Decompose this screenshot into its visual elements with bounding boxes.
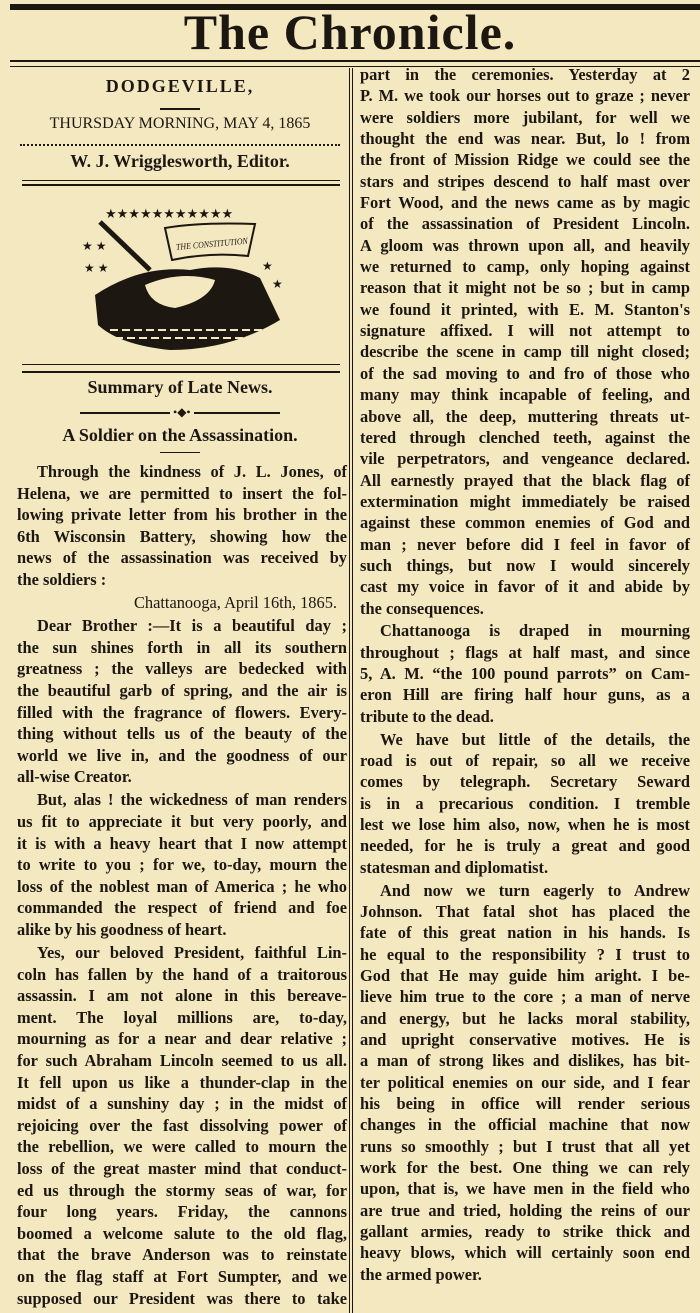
text-line: midst of a sunshiny day ; in the midst of (17, 1094, 347, 1114)
constitution-handshake-illustration (80, 200, 290, 355)
text-line: It fell upon us like a thunder-clap in the (17, 1072, 347, 1092)
text-line: Yes, our beloved President, faithful Lin- (37, 943, 347, 963)
text-line: the rebellion, we were called to mourn the (17, 1137, 347, 1157)
text-line: rejoicing over the fast dissolving power of (17, 1115, 347, 1135)
masthead-rule (10, 60, 700, 62)
text-line: it is with a heavy heart that I now attempt (17, 833, 347, 853)
text-line: ed us through the stormy seas of war, for (17, 1180, 347, 1200)
text-line: vile perpetrators, and vengeance declared. (360, 449, 690, 469)
text-line: upon, that is, we have men in the field who (360, 1179, 690, 1199)
text-line: alike by his goodness of heart. (17, 919, 227, 939)
text-line: reason that it might not be so ; but in camp (360, 278, 690, 298)
text-line: runs so smoothly ; but I trust that all yet (360, 1136, 690, 1156)
text-line: were soldiers more jubilant, for well we (360, 107, 690, 127)
text-line: 6th Wisconsin Battery, showing how the (17, 526, 347, 546)
text-line: the front of Mission Ridge we could see the (360, 150, 690, 170)
text-line: he equal to the responsibility ? I trust to (360, 944, 690, 964)
text-line: eron Hill are firing half hour guns, as a (360, 685, 690, 705)
text-line: are true and tried, holding the reins of our (360, 1200, 690, 1220)
text-line: and upright conservative motives. He is (360, 1029, 690, 1049)
text-line: tered through clenched teeth, against the (360, 427, 690, 447)
text-line: signature affixed. I will not attempt to (360, 321, 690, 341)
banner-text: THE CONSTITUTION (175, 234, 259, 252)
text-line: many may think incapable of feeling, and (360, 385, 690, 405)
text-line: Through the kindness of J. L. Jones, of (37, 462, 347, 481)
text-line: above all, the deep, muttering threats ut- (360, 406, 690, 426)
text-line: stars and stripes descend to half mast over (360, 171, 690, 191)
text-line: all-wise Creator. (17, 767, 132, 787)
text-line: P. M. we took our horses out to graze ; never (360, 86, 690, 106)
text-line: a man of strong likes and dislikes, has bit- (360, 1051, 690, 1071)
text-line: 5, A. M. “the 100 pound parrots” on Cam- (360, 664, 690, 684)
text-line: Dear Brother :—It is a beautiful day ; (37, 616, 347, 636)
text-line: man ; never before did I feel in favor of (360, 534, 690, 554)
paragraph (17, 615, 347, 788)
svg-text:★★★★★★★★★★★: ★★★★★★★★★★★ (105, 206, 234, 221)
text-line: greatness ; the valleys are bedecked with (17, 659, 347, 679)
svg-text:★ ★: ★ ★ (84, 261, 109, 275)
dateline: Chattanooga, April 16th, 1865. (133, 593, 337, 613)
paragraph (17, 942, 347, 1309)
text-line: supposed our President was there to take (17, 1288, 347, 1308)
text-line: God that He may guide him aright. I be- (360, 965, 690, 985)
text-line: that the brave Anderson was to reinstate (17, 1245, 347, 1265)
column-divider (349, 68, 350, 1313)
paragraph (17, 592, 347, 614)
text-line: we found it printed, with E. M. Stanton's (360, 299, 690, 319)
text-line: A gloom was thrown upon all, and heavily (360, 235, 690, 255)
text-line: statesman and diplomatist. (360, 857, 549, 877)
text-line: loss of the great master mind that conduct- (17, 1159, 347, 1178)
right-column-text (360, 64, 690, 1287)
text-line: his being in office will render serious (360, 1094, 690, 1113)
text-line: ter political enemies on our side, and I fear (360, 1072, 690, 1092)
text-line: such things, but now I would sincerely (360, 555, 690, 575)
text-line: loss of the noblest man of America ; he who (17, 876, 347, 896)
text-line: All earnestly prayed that the black flag of (360, 470, 690, 490)
header-double-rule-2 (22, 184, 340, 186)
section-heading: Summary of Late News. (87, 377, 273, 397)
column-divider-inner (352, 68, 353, 1313)
text-line: changes in the official machine that now (360, 1115, 690, 1135)
text-line: Helena, we are permitted to insert the fol- (17, 483, 347, 503)
headline-rule (160, 452, 200, 453)
text-line: assassin. I am not alone in this bereave- (17, 986, 347, 1006)
text-line: for such Abraham Lincoln seemed to us all. (17, 1051, 347, 1071)
paragraph (360, 620, 690, 727)
text-line: and energy, but he lacks moral stability, (360, 1008, 690, 1028)
text-line: the consequences. (360, 598, 484, 618)
paragraph (17, 461, 347, 591)
text-line: needed, for he is truly a great and good (360, 836, 690, 856)
paragraph (360, 880, 690, 1286)
text-line: on the flag staff at Fort Sumpter, and we (17, 1266, 347, 1286)
text-line: But, alas ! the wickedness of man renders (37, 790, 347, 810)
paragraph (17, 789, 347, 940)
article-headline: A Soldier on the Assassination. (62, 425, 298, 445)
text-line: commanded the respect of friend and foe (17, 898, 347, 918)
text-line: ment. The loyal millions are, to-day, (17, 1007, 347, 1027)
text-line: is in a precarious condition. I tremble (360, 793, 690, 813)
text-line: cast my voice in favor of it and abide by (360, 577, 690, 597)
section-double-rule-2 (22, 371, 340, 373)
text-line: us fit to appreciate it but very poorly, and (17, 812, 347, 831)
ornament-icon: •◆• (170, 404, 194, 420)
text-line: the sun shines forth in all its southern (17, 637, 347, 657)
text-line: tribute to the dead. (360, 706, 494, 726)
section-double-rule (22, 364, 340, 365)
text-line: extermination might immediately be raised (360, 491, 690, 511)
text-line: four long years. Friday, the cannons (17, 1202, 347, 1222)
text-line: thing without tells us of the beauty of the (17, 724, 347, 744)
text-line: throughout ; flags at half mast, and since (360, 642, 690, 662)
text-line: world we live in, and the goodness of our (17, 745, 347, 765)
header-double-rule (22, 180, 340, 181)
text-line: mourning as for a near and dear relative ; (17, 1029, 347, 1049)
text-line: against these common enemies of God and (360, 513, 690, 533)
text-line: filled with the fragrance of flowers. Every- (17, 702, 347, 722)
text-line: lieve him true to the core ; a man of nerve (360, 987, 690, 1007)
short-rule (160, 108, 200, 110)
text-line: gallant armies, ready to strike thick and (360, 1222, 690, 1242)
text-line: heavy blows, which will certainly soon end (360, 1243, 690, 1263)
text-line: fate of this great nation in his hands. Is (360, 923, 690, 943)
text-line: the beautiful garb of spring, and the air is (17, 680, 347, 700)
left-column-text (17, 461, 347, 1311)
text-line: boomed a welcome salute to the old flag, (17, 1223, 347, 1243)
text-line: Fort Wood, and the news came as by magic (360, 193, 690, 213)
text-line: work for the best. One thing we can rely (360, 1158, 690, 1178)
text-line: of the assassination of President Lincoln. (360, 214, 690, 234)
text-line: news of the assassination was received by (17, 548, 347, 568)
text-line: We have but little of the details, the (380, 729, 690, 749)
svg-text:★: ★ (262, 259, 273, 273)
editor-line: W. J. Wrigglesworth, Editor. (70, 151, 290, 171)
text-line: Chattanooga is draped in mourning (380, 621, 690, 641)
text-line: the armed power. (360, 1264, 482, 1284)
newspaper-masthead: The Chronicle. (183, 4, 517, 60)
text-line: of the sad moving to and fro of those who (360, 363, 690, 383)
text-line: lest we lose him also, now, when he is most (360, 815, 690, 835)
text-line: part in the ceremonies. Yesterday at 2 (360, 65, 690, 84)
text-line: the soldiers : (17, 569, 107, 589)
text-line: thought the end was near. But, lo ! from (360, 129, 690, 149)
svg-text:★ ★: ★ ★ (82, 239, 107, 253)
text-line: Johnson. That fatal shot has placed the (360, 901, 690, 921)
text-line: And now we turn eagerly to Andrew (380, 880, 690, 900)
text-line: road is out of repair, so all we receive (360, 751, 690, 770)
issue-date: THURSDAY MORNING, MAY 4, 1865 (49, 115, 311, 132)
text-line: to write to you ; for we, to-day, mourn the (17, 855, 347, 875)
text-line: describe the scene in camp till night closed; (360, 342, 690, 362)
svg-text:★: ★ (272, 277, 283, 291)
paragraph (360, 729, 690, 878)
text-line: we returned to camp, only hoping against (360, 257, 690, 277)
text-line: comes by telegraph. Secretary Seward (360, 772, 690, 792)
wavy-rule (20, 140, 340, 146)
text-line: coln has fallen by the hand of a traitorous (17, 964, 347, 984)
paragraph (360, 64, 690, 619)
place-name: DODGEVILLE, (105, 76, 255, 96)
text-line: lowing private letter from his brother in the (17, 505, 347, 525)
